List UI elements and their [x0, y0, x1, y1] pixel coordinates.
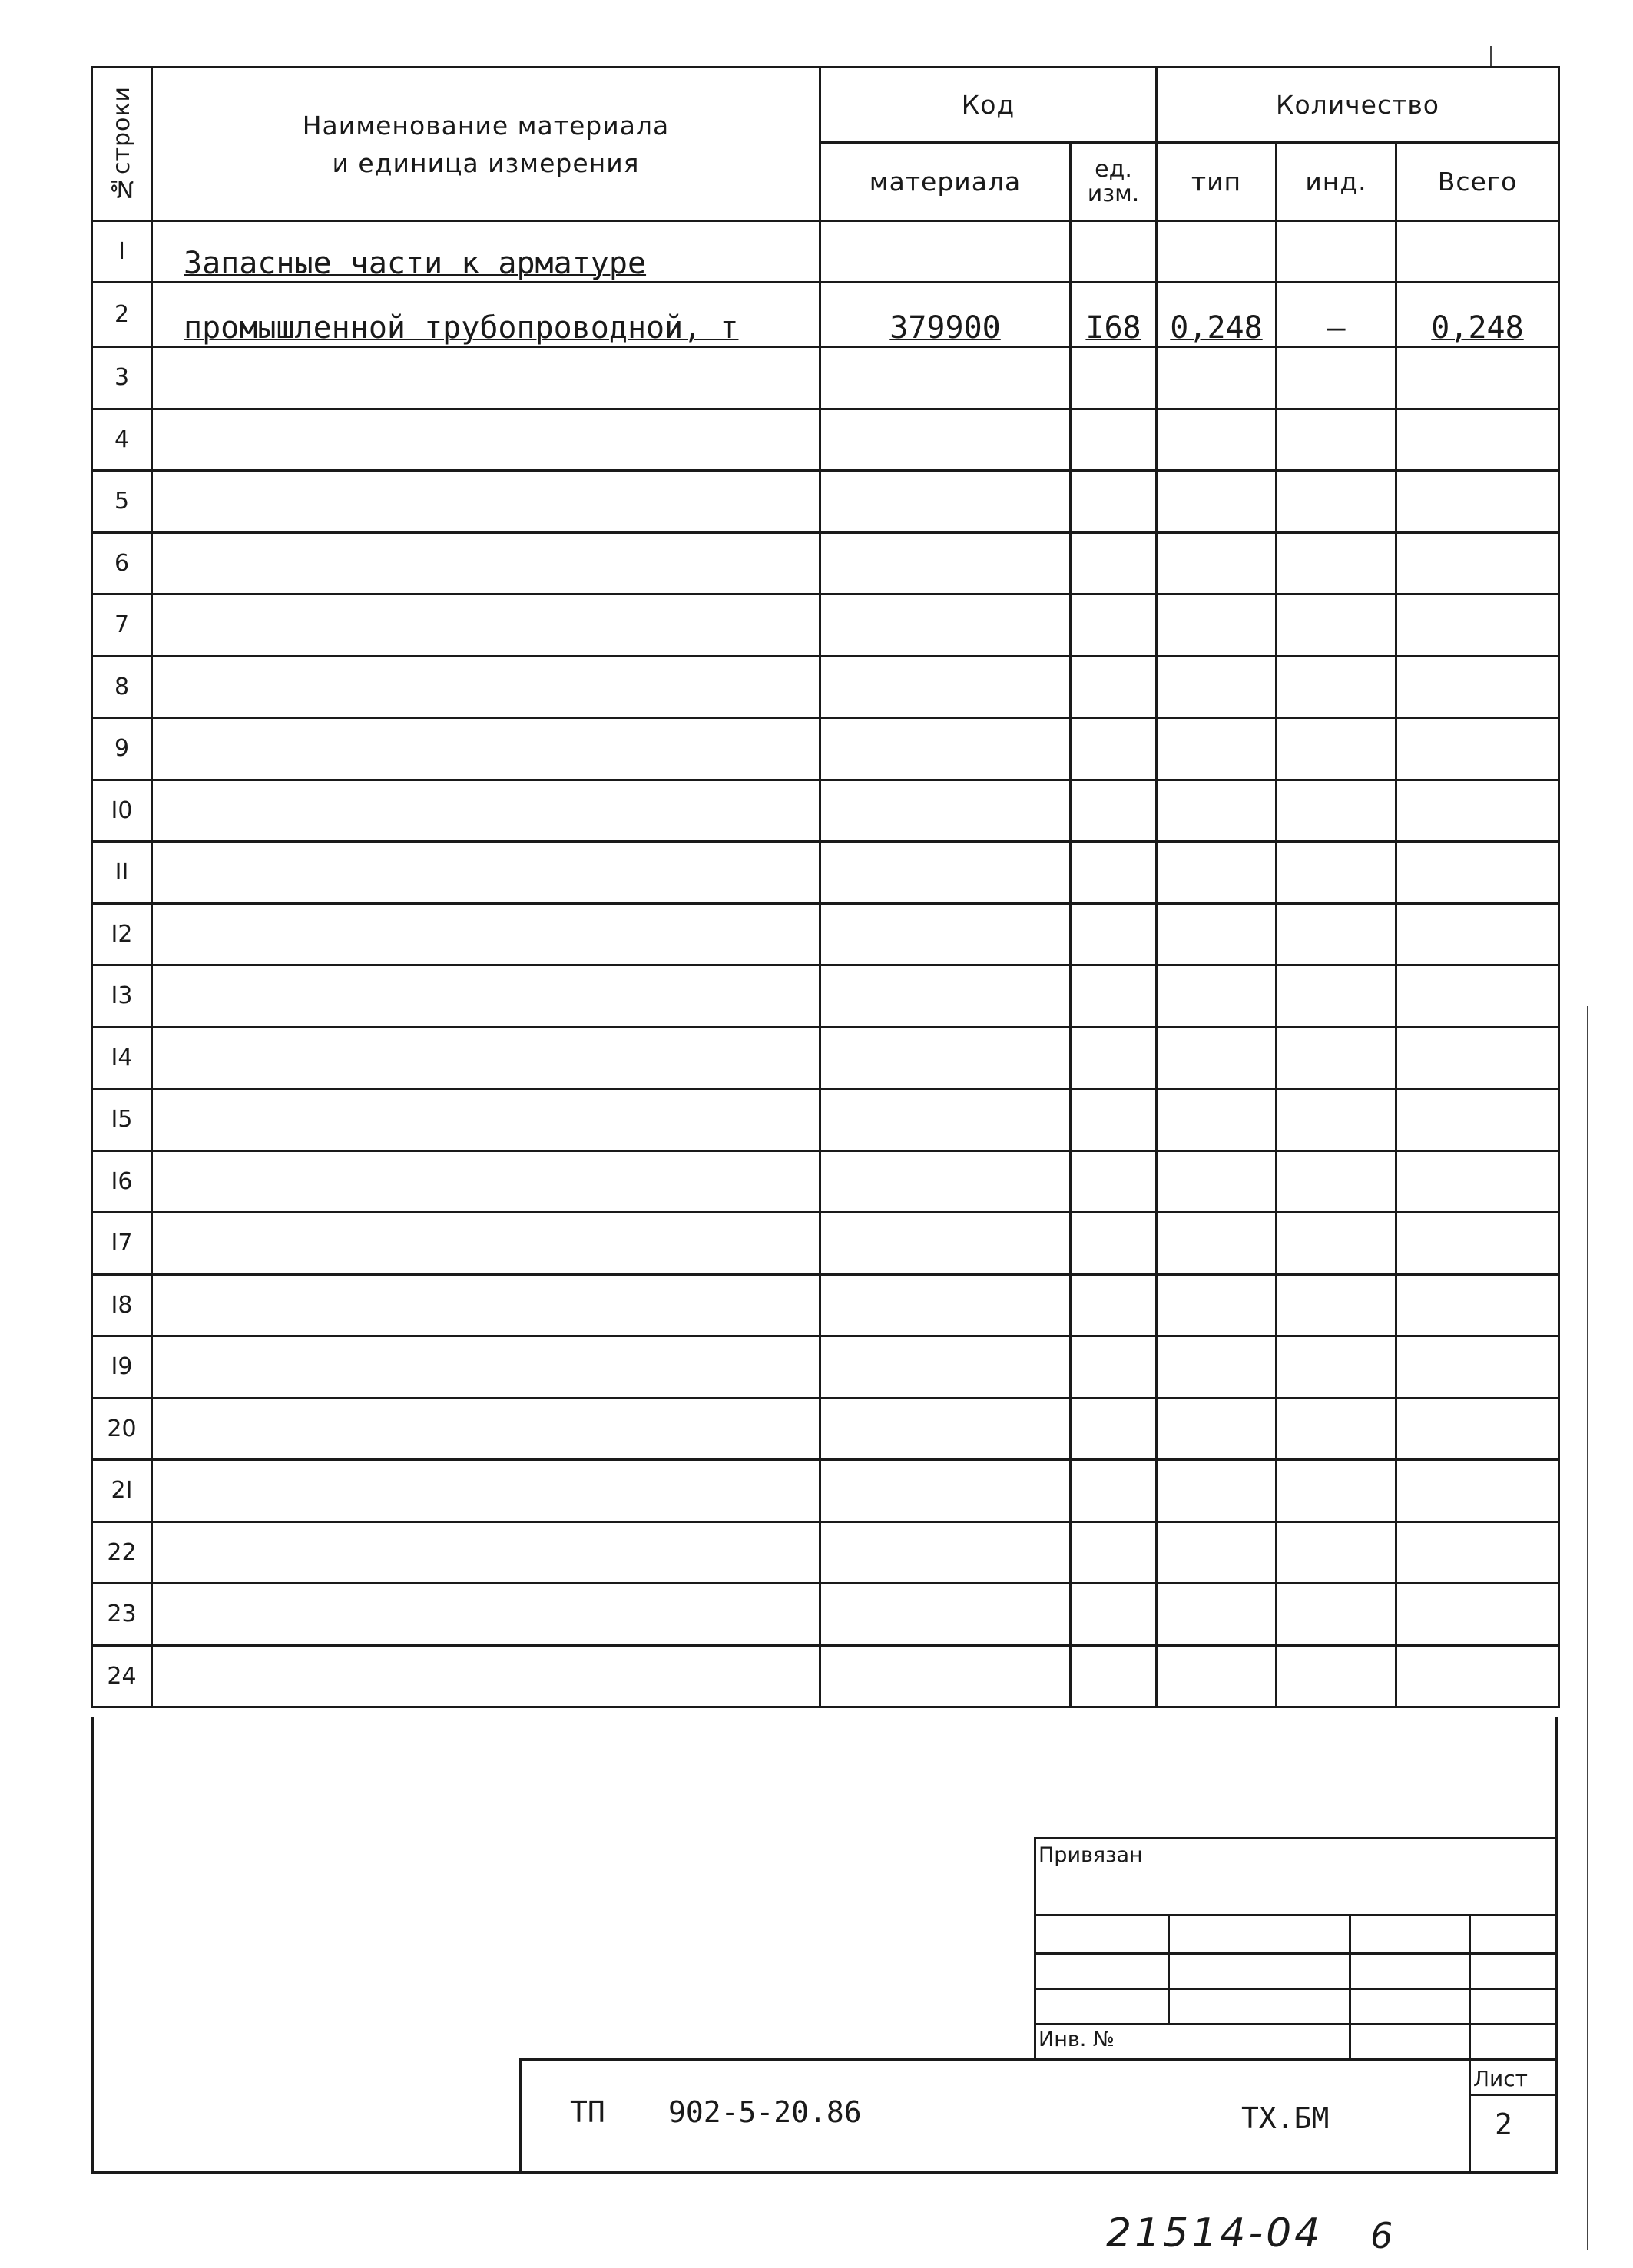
material-name-cell: [152, 409, 820, 471]
row-number: [92, 1089, 152, 1151]
material-name-cell: [152, 347, 820, 409]
stamp-divider: [1034, 1837, 1036, 2060]
qty-total-cell: [1396, 1336, 1559, 1399]
doc-number: 902-5-20.86: [668, 2095, 862, 2129]
stamp-divider: [1034, 2023, 1558, 2025]
material-code-cell: [820, 842, 1071, 904]
qty-type-cell: [1157, 471, 1277, 533]
material-name-cell: [152, 1521, 820, 1584]
qty-ind-cell: [1277, 965, 1396, 1028]
inventory-label: Инв. №: [1038, 2028, 1115, 2051]
stamp-divider: [519, 2058, 1558, 2061]
row-number: [92, 1584, 152, 1646]
material-name-cell: [152, 1274, 820, 1336]
table-row: [92, 1213, 1559, 1275]
qty-ind-cell: [1277, 1398, 1396, 1460]
quantity-group-header: Количество: [1157, 68, 1559, 143]
unit-cell: [1071, 780, 1157, 842]
row-number-text: 20: [107, 1415, 137, 1442]
table-row: [92, 471, 1559, 533]
row-number-text: 2: [114, 301, 130, 328]
sheet-number: 2: [1495, 2107, 1512, 2141]
qty-total-cell-text: 0,248: [1431, 310, 1524, 346]
row-number: [92, 283, 152, 347]
qty-total-cell: [1396, 532, 1559, 594]
material-code-cell: [820, 718, 1071, 780]
unit-cell: [1071, 718, 1157, 780]
qty-ind-cell-text: –: [1327, 310, 1346, 346]
qty-total-cell: [1396, 718, 1559, 780]
qty-type-cell: [1157, 409, 1277, 471]
qty-type-cell: [1157, 903, 1277, 965]
material-name-cell: [152, 221, 820, 283]
material-code-cell: [820, 1521, 1071, 1584]
row-number-text: I0: [111, 796, 133, 824]
row-number-text: 22: [107, 1538, 137, 1566]
table-row: [92, 1089, 1559, 1151]
qty-ind-cell: [1277, 903, 1396, 965]
qty-total-cell: [1396, 1645, 1559, 1707]
stamp-divider: [1034, 1952, 1558, 1955]
unit-cell: [1071, 532, 1157, 594]
qty-type-cell: [1157, 1645, 1277, 1707]
qty-ind-cell: [1277, 718, 1396, 780]
table-row: [92, 1521, 1559, 1584]
row-number: [92, 1027, 152, 1089]
material-code-cell: [820, 347, 1071, 409]
table-row: [92, 842, 1559, 904]
qty-ind-cell: [1277, 1027, 1396, 1089]
material-name-cell: [152, 780, 820, 842]
qty-total-cell: [1396, 965, 1559, 1028]
qty-type-cell: [1157, 1151, 1277, 1213]
unit-cell: [1071, 409, 1157, 471]
qty-total-cell: [1396, 1584, 1559, 1646]
row-number: [92, 965, 152, 1028]
table-row: [92, 1027, 1559, 1089]
unit-cell: [1071, 1584, 1157, 1646]
material-name-cell: [152, 532, 820, 594]
qty-type-cell: [1157, 842, 1277, 904]
material-code-cell: [820, 1460, 1071, 1522]
archive-number: 21514-04: [1106, 2210, 1323, 2256]
row-number-text: I9: [111, 1353, 133, 1381]
material-code-cell: [820, 409, 1071, 471]
margin-rule: [1490, 46, 1492, 66]
qty-total-cell: [1396, 1460, 1559, 1522]
material-name-cell: [152, 656, 820, 718]
unit-cell: [1071, 1213, 1157, 1275]
material-name-cell: [152, 1460, 820, 1522]
qty-total-cell: [1396, 409, 1559, 471]
material-name-cell: [152, 1584, 820, 1646]
stamp-divider: [1168, 1914, 1170, 2023]
materials-table: [91, 66, 1560, 1708]
table-row: [92, 780, 1559, 842]
qty-ind-cell: [1277, 1645, 1396, 1707]
margin-rule: [1587, 1006, 1588, 2250]
doc-mark: ТХ.БМ: [1241, 2101, 1330, 2135]
material-name-cell: [152, 1027, 820, 1089]
qty-type-cell: [1157, 1460, 1277, 1522]
sheet-label: Лист: [1473, 2066, 1528, 2091]
material-name-cell: [152, 1213, 820, 1275]
row-number: [92, 780, 152, 842]
row-number-text: 8: [114, 673, 130, 700]
qty-type-cell: [1157, 1213, 1277, 1275]
qty-total-cell: [1396, 1089, 1559, 1151]
qty-ind-cell: [1277, 532, 1396, 594]
unit-cell-text: I68: [1085, 310, 1141, 346]
row-number: [92, 903, 152, 965]
row-number: [92, 1521, 152, 1584]
qty-type-cell: [1157, 1336, 1277, 1399]
qty-ind-cell: [1277, 656, 1396, 718]
stamp-divider: [1034, 1914, 1558, 1916]
stamp-divider: [519, 2058, 522, 2174]
table-row: [92, 409, 1559, 471]
unit-header: ед. изм.: [1071, 143, 1157, 221]
material-code-cell: [820, 780, 1071, 842]
material-code-cell: [820, 283, 1071, 347]
unit-cell: [1071, 1645, 1157, 1707]
material-code-cell: [820, 221, 1071, 283]
row-number: [92, 656, 152, 718]
material-code-cell: [820, 594, 1071, 657]
material-name-cell: [152, 842, 820, 904]
row-number: [92, 718, 152, 780]
row-number-text: 5: [114, 488, 130, 515]
row-number-text: 23: [107, 1601, 137, 1628]
qty-ind-cell: [1277, 1274, 1396, 1336]
qty-total-cell: [1396, 1027, 1559, 1089]
row-number: [92, 1645, 152, 1707]
material-code-header: материала: [820, 143, 1071, 221]
qty-total-cell: [1396, 903, 1559, 965]
material-name-cell: [152, 965, 820, 1028]
material-code-cell: [820, 1584, 1071, 1646]
row-number-text: I2: [111, 920, 133, 948]
table-row: [92, 903, 1559, 965]
row-number: [92, 532, 152, 594]
material-code-cell: [820, 903, 1071, 965]
qty-type-cell: [1157, 1027, 1277, 1089]
material-code-cell: [820, 532, 1071, 594]
qty-ind-cell: [1277, 842, 1396, 904]
unit-cell: [1071, 1336, 1157, 1399]
qty-type-cell: [1157, 347, 1277, 409]
row-number-header: №строки: [92, 68, 152, 221]
table-row: [92, 347, 1559, 409]
material-name-cell: [152, 1398, 820, 1460]
row-number-text: 24: [107, 1662, 137, 1690]
unit-cell: [1071, 1089, 1157, 1151]
unit-cell: [1071, 903, 1157, 965]
table-row: [92, 1336, 1559, 1399]
unit-cell: [1071, 1027, 1157, 1089]
material-code-cell: [820, 1274, 1071, 1336]
qty-ind-cell: [1277, 1213, 1396, 1275]
qty-ind-cell: [1277, 1584, 1396, 1646]
material-name-cell: [152, 471, 820, 533]
qty-total-header: Всего: [1396, 143, 1559, 221]
material-code-cell: [820, 1151, 1071, 1213]
material-name-cell: [152, 594, 820, 657]
material-code-cell: [820, 1027, 1071, 1089]
qty-type-cell: [1157, 656, 1277, 718]
row-number-text: I7: [111, 1230, 133, 1257]
row-number: [92, 1274, 152, 1336]
qty-type-cell: [1157, 283, 1277, 347]
qty-ind-cell: [1277, 1521, 1396, 1584]
unit-cell: [1071, 656, 1157, 718]
qty-type-cell: [1157, 594, 1277, 657]
qty-type-header: тип: [1157, 143, 1277, 221]
material-code-cell: [820, 656, 1071, 718]
qty-ind-cell: [1277, 409, 1396, 471]
row-number: [92, 1151, 152, 1213]
row-number-text: I6: [111, 1167, 133, 1195]
unit-cell: [1071, 1398, 1157, 1460]
unit-cell: [1071, 594, 1157, 657]
qty-total-cell: [1396, 1213, 1559, 1275]
qty-type-cell: [1157, 1521, 1277, 1584]
qty-ind-cell: [1277, 1151, 1396, 1213]
qty-total-cell: [1396, 471, 1559, 533]
row-number: [92, 594, 152, 657]
qty-ind-cell: [1277, 221, 1396, 283]
qty-ind-cell: [1277, 283, 1396, 347]
row-number: [92, 221, 152, 283]
qty-total-cell: [1396, 656, 1559, 718]
table-row: [92, 283, 1559, 347]
qty-total-cell: [1396, 221, 1559, 283]
unit-cell: [1071, 347, 1157, 409]
table-row: [92, 532, 1559, 594]
unit-cell: [1071, 842, 1157, 904]
qty-ind-cell: [1277, 347, 1396, 409]
archive-suffix: 6: [1370, 2215, 1393, 2256]
row-number: [92, 842, 152, 904]
row-number-text: 2I: [111, 1477, 133, 1505]
material-name-cell: [152, 1336, 820, 1399]
row-number-text: I4: [111, 1044, 133, 1071]
material-code-cell: [820, 1336, 1071, 1399]
qty-type-cell: [1157, 1089, 1277, 1151]
qty-type-cell: [1157, 1584, 1277, 1646]
unit-cell: [1071, 471, 1157, 533]
qty-ind-cell: [1277, 471, 1396, 533]
qty-ind-cell: [1277, 594, 1396, 657]
table-row: [92, 718, 1559, 780]
table-row: [92, 221, 1559, 283]
material-code-cell: [820, 1398, 1071, 1460]
qty-total-cell: [1396, 1274, 1559, 1336]
row-number: [92, 1336, 152, 1399]
qty-ind-header: инд.: [1277, 143, 1396, 221]
table-row: [92, 1274, 1559, 1336]
row-number-text: I8: [111, 1291, 133, 1319]
row-number-text: 3: [114, 364, 130, 392]
qty-total-cell: [1396, 1151, 1559, 1213]
material-name-cell: [152, 1089, 820, 1151]
row-number-text: 9: [114, 735, 130, 763]
row-number-text: I5: [111, 1106, 133, 1134]
material-name-cell: [152, 1151, 820, 1213]
material-name-header: Наименование материала и единица измерения: [152, 68, 820, 221]
unit-cell: [1071, 1151, 1157, 1213]
unit-cell: [1071, 965, 1157, 1028]
stamp-divider: [1349, 1914, 1351, 2060]
material-code-cell: [820, 471, 1071, 533]
material-code-cell: [820, 965, 1071, 1028]
qty-type-cell: [1157, 780, 1277, 842]
qty-ind-cell: [1277, 1460, 1396, 1522]
qty-type-cell: [1157, 1274, 1277, 1336]
row-number-text: II: [114, 859, 129, 886]
doc-code: ТП: [570, 2095, 605, 2129]
material-name-cell: [152, 903, 820, 965]
row-number-text: I3: [111, 982, 133, 1010]
stamp-divider: [1034, 1837, 1558, 1839]
qty-total-cell: [1396, 1521, 1559, 1584]
stamp-divider: [1469, 1914, 1471, 2174]
row-number-text: 7: [114, 611, 130, 639]
material-code-cell: [820, 1645, 1071, 1707]
material-name-cell-text: промышленной трубопроводной, т: [184, 310, 739, 346]
row-number: [92, 1460, 152, 1522]
qty-total-cell: [1396, 594, 1559, 657]
material-name-cell: [152, 283, 820, 347]
material-code-cell: [820, 1089, 1071, 1151]
row-number: [92, 1398, 152, 1460]
code-group-header: Код: [820, 68, 1157, 143]
qty-type-cell: [1157, 965, 1277, 1028]
qty-ind-cell: [1277, 1089, 1396, 1151]
unit-cell: [1071, 221, 1157, 283]
qty-type-cell: [1157, 221, 1277, 283]
unit-cell: [1071, 1521, 1157, 1584]
table-row: [92, 656, 1559, 718]
table-row: [92, 965, 1559, 1028]
qty-type-cell: [1157, 532, 1277, 594]
table-row: [92, 1645, 1559, 1707]
unit-cell: [1071, 283, 1157, 347]
row-number: [92, 347, 152, 409]
stamp-divider: [1469, 2094, 1558, 2096]
table-row: [92, 594, 1559, 657]
qty-total-cell: [1396, 283, 1559, 347]
qty-type-cell: [1157, 1398, 1277, 1460]
qty-total-cell: [1396, 347, 1559, 409]
material-code-cell-text: 379900: [889, 310, 1001, 346]
table-row: [92, 1398, 1559, 1460]
row-number: [92, 409, 152, 471]
table-row: [92, 1460, 1559, 1522]
row-number: [92, 471, 152, 533]
qty-ind-cell: [1277, 780, 1396, 842]
material-name-cell: [152, 1645, 820, 1707]
qty-type-cell: [1157, 718, 1277, 780]
qty-type-cell-text: 0,248: [1170, 310, 1263, 346]
row-number-text: 6: [114, 549, 130, 577]
material-name-cell: [152, 718, 820, 780]
stamp-divider: [1034, 1988, 1558, 1990]
row-number-text: 4: [114, 425, 130, 453]
table-row: [92, 1151, 1559, 1213]
qty-total-cell: [1396, 1398, 1559, 1460]
table-row: [92, 1584, 1559, 1646]
row-number-text: I: [118, 238, 125, 265]
qty-total-cell: [1396, 842, 1559, 904]
table-body: [92, 221, 1559, 1707]
unit-cell: [1071, 1460, 1157, 1522]
material-name-cell-text: Запасные части к арматуре: [184, 246, 647, 281]
unit-cell: [1071, 1274, 1157, 1336]
material-code-cell: [820, 1213, 1071, 1275]
qty-ind-cell: [1277, 1336, 1396, 1399]
bound-label: Привязан: [1038, 1843, 1143, 1867]
row-number: [92, 1213, 152, 1275]
qty-total-cell: [1396, 780, 1559, 842]
